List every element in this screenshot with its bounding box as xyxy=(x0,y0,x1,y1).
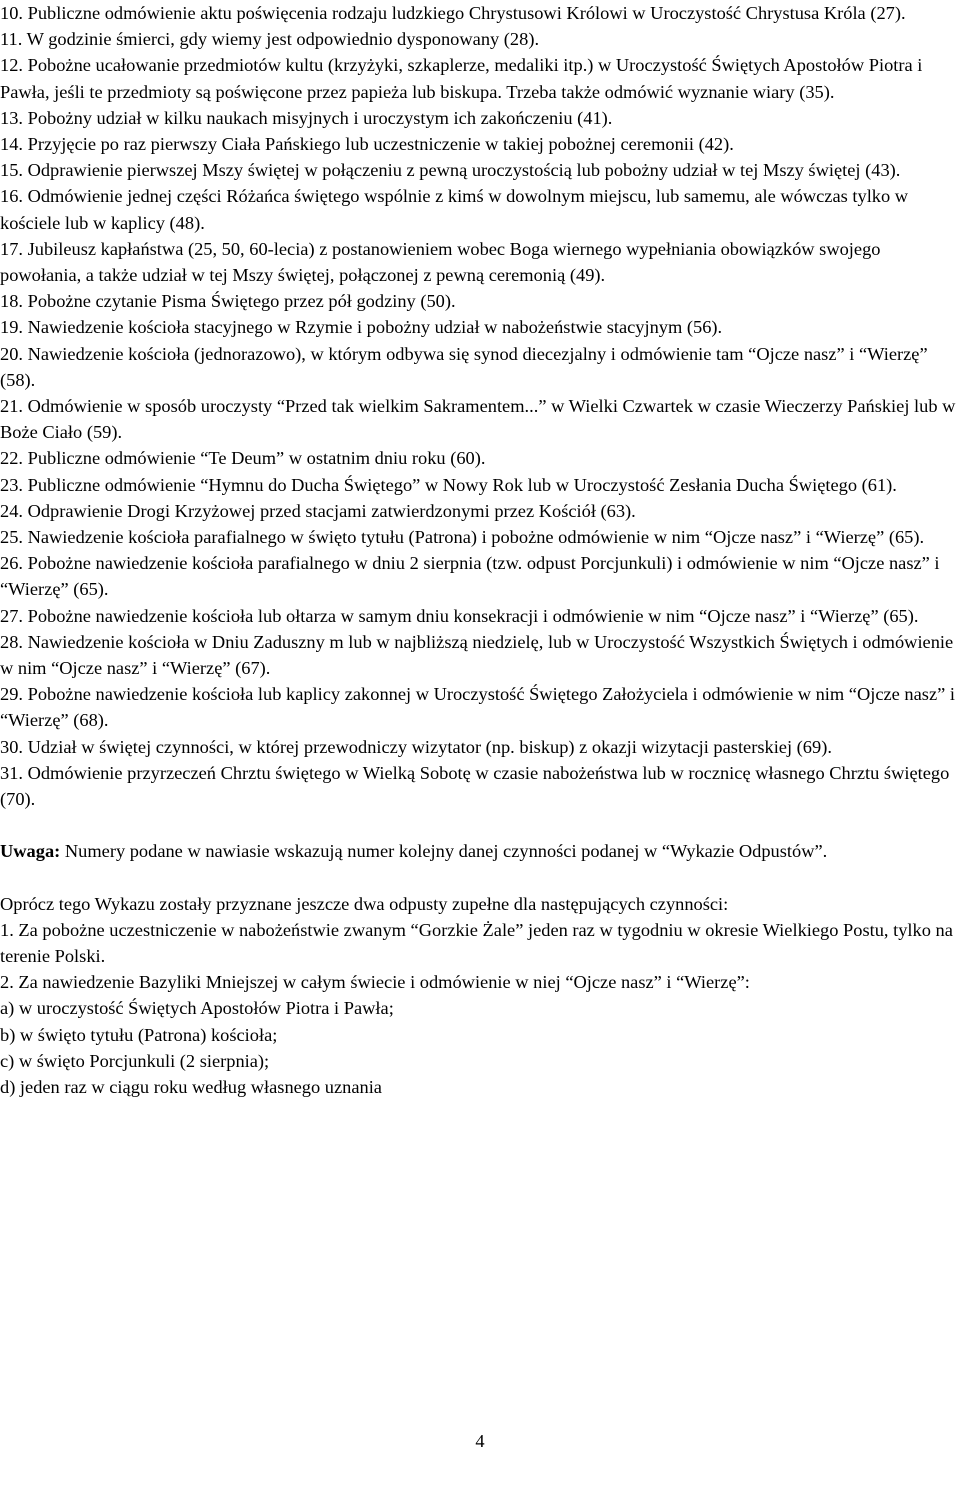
list-item: 28. Nawiedzenie kościoła w Dniu Zaduszny m lub w najbliższą niedzielę, lub w Uroczystość Wszystkich Świętych i odmówienie w nim “Ojcze nasz” i “Wierzę” (67). xyxy=(0,631,954,679)
list-item: 31. Odmówienie przyrzeczeń Chrztu świętego w Wielką Sobotę w czasie nabożeństwa lub w rocznicę własnego Chrztu świętego (70). xyxy=(0,762,950,810)
list-item: 27. Pobożne nawiedzenie kościoła lub ołtarza w samym dniu konsekracji i odmówienie w nim “Ojcze nasz” i “Wierzę” (65). xyxy=(0,605,919,626)
list-item: 26. Pobożne nawiedzenie kościoła parafialnego w dniu 2 sierpnia (tzw. odpust Porcjunkuli) i odmówienie w nim “Ojcze nasz” i “Wierzę” (65). xyxy=(0,553,940,600)
list-item: 29. Pobożne nawiedzenie kościoła lub kaplicy zakonnej w Uroczystość Świętego Założyciela i odmówienie w nim “Ojcze nasz” i “Wierzę” (68). xyxy=(0,684,955,731)
sub-item: d) jeden raz w ciągu roku według własnego uznania xyxy=(0,1076,382,1097)
sub-item: c) w święto Porcjunkuli (2 sierpnia); xyxy=(0,1050,270,1071)
paragraph-spacer xyxy=(0,812,958,838)
list-item: 16. Odmówienie jednej części Różańca świętego wspólnie z kimś w dowolnym miejscu, lub samemu, ale wówczas tylko w kościele lub w kaplicy (48). xyxy=(0,186,909,233)
sub-item: a) w uroczystość Świętych Apostołów Piotra i Pawła; xyxy=(0,998,394,1019)
list-item: 23. Publiczne odmówienie “Hymnu do Ducha Świętego” w Nowy Rok lub w Uroczystość Zesłania Ducha Świętego (61). xyxy=(0,474,897,495)
note-label: Uwaga: xyxy=(0,841,61,862)
list-item: 14. Przyjęcie po raz pierwszy Ciała Pańskiego lub uczestniczenie w takiej pobożnej ceremonii (42). xyxy=(0,134,734,155)
additional-item-1: 1. Za pobożne uczestniczenie w nabożeństwie zwanym “Gorzkie Żale” jeden raz w tygodniu w okresie Wielkiego Postu, tylko na terenie Polski. xyxy=(0,919,953,966)
list-item: 21. Odmówienie w sposób uroczysty “Przed tak wielkim Sakramentem...” w Wielki Czwartek w czasie Wieczerzy Pańskiej lub w Boże Ciało (59). xyxy=(0,396,956,443)
list-item: 30. Udział w świętej czynności, w której przewodniczy wizytator (np. biskup) z okazji wizytacji pasterskiej (69). xyxy=(0,736,832,757)
list-item: 24. Odprawienie Drogi Krzyżowej przed stacjami zatwierdzonymi przez Kościół (63). xyxy=(0,500,636,521)
list-item: 25. Nawiedzenie kościoła parafialnego w święto tytułu (Patrona) i pobożne odmówienie w nim “Ojcze nasz” i “Wierzę” (65). xyxy=(0,527,925,548)
list-item: 22. Publiczne odmówienie “Te Deum” w ostatnim dniu roku (60). xyxy=(0,448,486,469)
list-item: 20. Nawiedzenie kościoła (jednorazowo), w którym odbywa się synod diecezjalny i odmówienie tam “Ojcze nasz” i “Wierzę” (58). xyxy=(0,343,928,390)
list-item: 18. Pobożne czytanie Pisma Świętego przez pół godziny (50). xyxy=(0,291,456,312)
list-item: 19. Nawiedzenie kościoła stacyjnego w Rzymie i pobożny udział w nabożeństwie stacyjnym (56). xyxy=(0,317,723,338)
sub-item: b) w święto tytułu (Patrona) kościoła; xyxy=(0,1024,278,1045)
additional-item-2: 2. Za nawiedzenie Bazyliki Mniejszej w całym świecie i odmówienie w niej “Ojcze nasz” i “Wierzę”: xyxy=(0,972,750,993)
note-text: Numery podane w nawiasie wskazują numer kolejny danej czynności podanej w “Wykazie Odpustów”. xyxy=(60,841,828,862)
additional-intro: Oprócz tego Wykazu zostały przyznane jeszcze dwa odpusty zupełne dla następujących czynności: xyxy=(0,893,729,914)
list-item: 15. Odprawienie pierwszej Mszy świętej w połączeniu z pewną uroczystością lub pobożny udział w tej Mszy świętej (43). xyxy=(0,160,901,181)
list-item: 11. W godzinie śmierci, gdy wiemy jest odpowiednio dysponowany (28). xyxy=(0,29,540,50)
paragraph-spacer xyxy=(0,865,958,891)
list-item: 10. Publiczne odmówienie aktu poświęcenia rodzaju ludzkiego Chrystusowi Królowi w Uroczystość Chrystusa Króla (27). xyxy=(0,3,906,23)
note-paragraph xyxy=(0,838,958,864)
page-number: 4 xyxy=(475,1431,485,1451)
list-item: 17. Jubileusz kapłaństwa (25, 50, 60-lecia) z postanowieniem wobec Boga wiernego wypełniania obowiązków swojego powołania, a także udział w tej Mszy świętej, połączonej z pewną ceremonią (49). xyxy=(0,238,881,286)
list-item: 13. Pobożny udział w kilku naukach misyjnych i uroczystym ich zakończeniu (41). xyxy=(0,107,613,128)
list-item: 12. Pobożne ucałowanie przedmiotów kultu (krzyżyki, szkaplerze, medaliki itp.) w Uroczystość Świętych Apostołów Piotra i Pawła, jeśli te przedmioty są poświęcone przez papieża lub biskupa. Trzeba także odmówić wyznanie wiary (35). xyxy=(0,55,923,102)
